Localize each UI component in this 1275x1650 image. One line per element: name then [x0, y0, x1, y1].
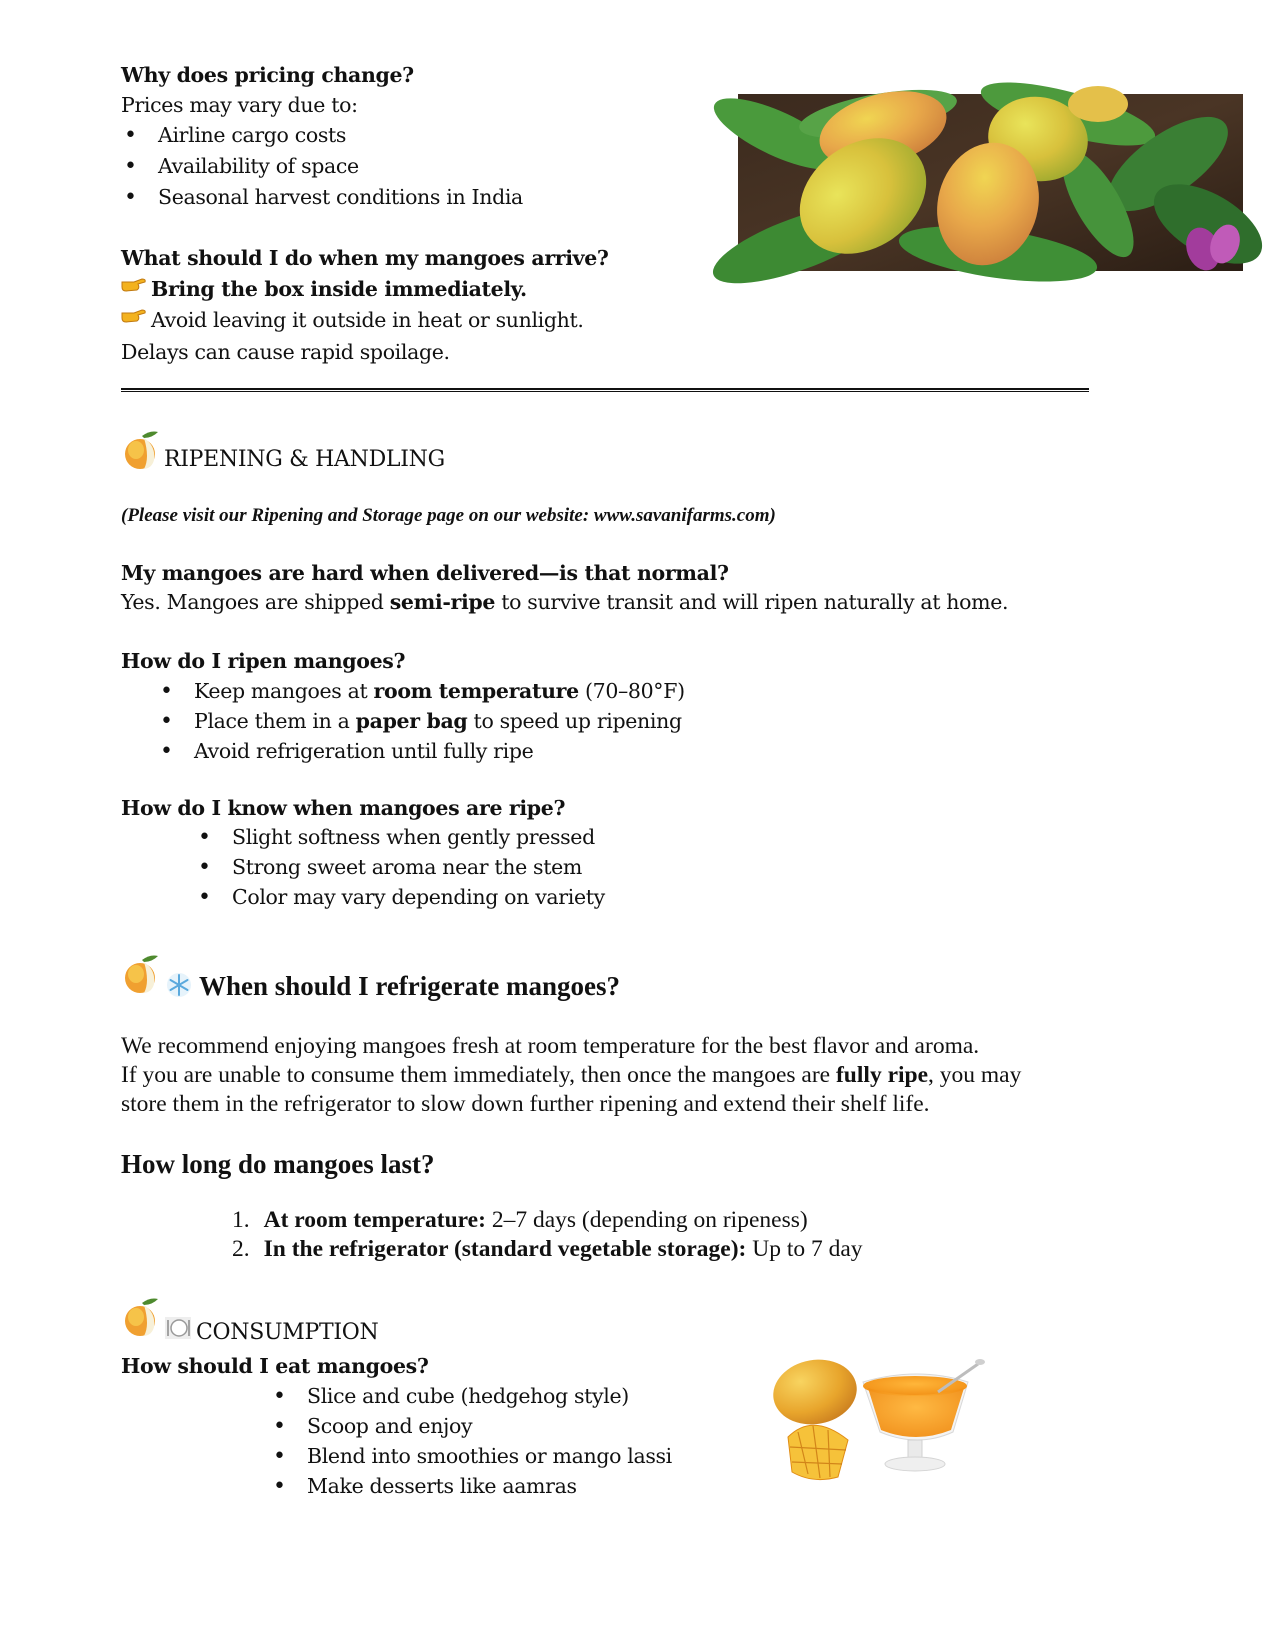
hard-question: My mangoes are hard when delivered—is that normal?	[121, 561, 729, 585]
mango-lassi-photo	[768, 1352, 983, 1487]
pointing-hand-icon	[120, 276, 147, 294]
list-item: • Scoop and enjoy	[307, 1414, 472, 1438]
snowflake-icon	[166, 972, 192, 998]
list-item: • Slice and cube (hedgehog style)	[307, 1384, 629, 1408]
list-item: 1. At room temperature: 2–7 days (depending on ripeness)	[232, 1207, 808, 1233]
list-item: • Avoid refrigeration until fully ripe	[194, 739, 533, 763]
pricing-question: Why does pricing change?	[121, 63, 414, 87]
list-item: • Keep mangoes at room temperature (70–80°F)	[194, 679, 685, 703]
list-item: 2. In the refrigerator (standard vegetable storage): Up to 7 day	[232, 1236, 863, 1262]
pointing-hand-icon	[120, 307, 147, 325]
arrival-note: Delays can cause rapid spoilage.	[121, 340, 450, 364]
hard-answer: Yes. Mangoes are shipped semi-ripe to survive transit and will ripen naturally at home.	[121, 590, 1009, 614]
list-item: • Blend into smoothies or mango lassi	[307, 1444, 672, 1468]
list-item: • Airline cargo costs	[158, 123, 346, 147]
website-note: (Please visit our Ripening and Storage page on our website: www.savanifarms.com)	[121, 505, 776, 526]
mango-icon	[122, 1295, 162, 1339]
refrigerate-para-2: If you are unable to consume them immediately, then once the mangoes are fully ripe, you may	[121, 1062, 1022, 1088]
list-item: • Make desserts like aamras	[307, 1474, 577, 1498]
ripening-heading: RIPENING & HANDLING	[164, 447, 445, 472]
arrival-tip-2: Avoid leaving it outside in heat or sunlight.	[151, 308, 584, 332]
ripe-question: How do I know when mangoes are ripe?	[121, 796, 566, 820]
plate-icon	[165, 1317, 191, 1339]
arrival-tip-1: Bring the box inside immediately.	[151, 277, 527, 301]
mango-icon	[122, 952, 162, 996]
mango-icon	[122, 428, 162, 472]
arrival-question: What should I do when my mangoes arrive?	[121, 246, 609, 270]
shelf-life-heading: How long do mangoes last?	[121, 1149, 435, 1179]
list-item: • Place them in a paper bag to speed up ripening	[194, 709, 682, 733]
mango-leaves-photo	[738, 94, 1243, 271]
pricing-intro: Prices may vary due to:	[121, 93, 358, 117]
eat-question: How should I eat mangoes?	[121, 1354, 429, 1378]
refrigerate-para-3: store them in the refrigerator to slow down further ripening and extend their shelf life.	[121, 1091, 930, 1117]
list-item: • Availability of space	[158, 154, 359, 178]
list-item: • Slight softness when gently pressed	[232, 825, 595, 849]
list-item: • Color may vary depending on variety	[232, 885, 605, 909]
list-item: • Strong sweet aroma near the stem	[232, 855, 582, 879]
consumption-heading: CONSUMPTION	[196, 1320, 379, 1345]
ripen-question: How do I ripen mangoes?	[121, 649, 406, 673]
section-divider	[121, 388, 1089, 392]
list-item: • Seasonal harvest conditions in India	[158, 185, 523, 209]
refrigerate-para-1: We recommend enjoying mangoes fresh at room temperature for the best flavor and aroma.	[121, 1033, 980, 1059]
refrigerate-heading: When should I refrigerate mangoes?	[199, 971, 620, 1001]
